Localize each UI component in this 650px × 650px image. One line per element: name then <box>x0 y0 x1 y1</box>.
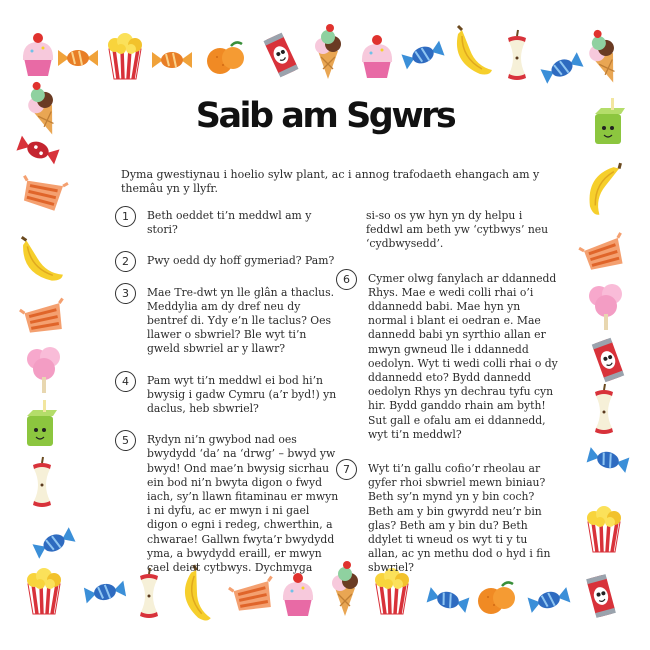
question-text: Pam wyt ti’n meddwl ei bod hi’n bwysig i gadw Cymru (a’r byd!) yn daclus, heb sbwriel? <box>147 373 337 416</box>
apple-core-icon <box>508 30 526 80</box>
banana-icon <box>21 231 64 285</box>
apple-core-icon <box>33 457 51 507</box>
question-text: Wyt ti’n gallu cofio’r rheolau ar gyfer rhoi sbwriel mewn biniau? Beth sy’n mynd yn y bin coch? Beth am y bin gwyrdd neu’r bin glas? Beth am y bin du? Beth ddylet ti wneud os wyt ti y tu allan, ac yn methu dod o hyd i fin sbwriel? <box>368 462 551 575</box>
question-number-1: 1 <box>115 206 136 227</box>
question-number-2: 2 <box>115 251 136 272</box>
wrapped-candy-icon <box>152 52 192 68</box>
soda-can-icon <box>592 338 624 382</box>
question-2 <box>115 254 339 268</box>
question-text: si-so os yw hyn yn dy helpu i feddwl am beth yw ‘cytbwys’ neu ‘cydbwysedd’. <box>366 209 549 251</box>
question-5 <box>115 433 339 575</box>
question-4 <box>115 374 339 417</box>
wrapped-candy-icon <box>401 41 444 70</box>
orange-icon <box>478 582 515 614</box>
question-5-continued <box>336 209 560 252</box>
wrapped-candy-icon <box>84 581 126 604</box>
juice-box-icon <box>27 400 57 446</box>
question-number-3: 3 <box>115 283 136 304</box>
apple-core-icon <box>140 568 158 618</box>
wrapped-candy-icon <box>427 587 470 613</box>
popcorn-icon <box>27 568 61 614</box>
question-6 <box>336 272 560 442</box>
wrapped-candy-icon <box>528 587 571 613</box>
page-title: Saib am Sgwrs <box>195 96 455 136</box>
wrapped-candy-icon <box>16 136 59 165</box>
apple-core-icon <box>595 384 613 434</box>
soda-can-icon <box>586 574 616 618</box>
questions-right-column <box>336 209 560 576</box>
popcorn-icon <box>587 506 621 552</box>
candy-bar-icon <box>18 172 68 212</box>
intro-text: Dyma gwestiynau i hoelio sylw plant, ac i annog trafodaeth ehangach am y themâu yn y llyfr. <box>121 168 540 195</box>
ice-cream-cone-icon <box>582 26 625 87</box>
cupcake-icon <box>283 573 313 616</box>
questions-left-column <box>115 209 339 575</box>
cupcake-icon <box>23 33 53 76</box>
question-3 <box>115 286 339 357</box>
question-1 <box>115 209 339 237</box>
candy-bar-icon <box>19 298 68 335</box>
cotton-candy-icon <box>27 347 60 393</box>
soda-can-icon <box>263 33 298 78</box>
popcorn-icon <box>108 33 142 79</box>
question-text: Mae Tre-dwt yn lle glân a thaclus. Meddylia am dy dref neu dy bentref di. Ydy e’n lle taclus? Oes llawer o sbwriel? Ble wyt ti’n gweld sbwriel ar y llawr? <box>147 285 335 356</box>
orange-icon <box>207 42 244 74</box>
candy-bar-icon <box>228 576 277 613</box>
banana-icon <box>578 162 638 217</box>
wrapped-candy-icon <box>587 447 630 473</box>
candy-bar-icon <box>578 233 628 273</box>
question-number-6: 6 <box>336 269 357 290</box>
cotton-candy-icon <box>589 284 622 330</box>
question-text: Cymer olwg fanylach ar ddannedd Rhys. Mae e wedi colli rhai o’i ddannedd babi. Mae hyn yn normal i blant ei oedran e. Mae dannedd babi yn syrthio allan er mwyn gwneud lle i ddannedd oedolyn. Wyt ti wedi colli rhai o dy ddannedd eto? Bydd dannedd oedolyn Rhys yn dechrau tyfu cyn hir. Bydd ganddo rhain am byth! Sut gall e ofalu am ei ddannedd, wyt ti’n meddwl? <box>368 271 558 441</box>
question-text: Pwy oedd dy hoff gymeriad? Pam? <box>147 254 335 268</box>
wrapped-candy-icon <box>540 52 583 83</box>
question-text: Rydyn ni’n gwybod nad oes bwydydd ‘da’ na ‘drwg’ – bwyd yw bwyd! Ond mae’n bwysig sicrhau ein bod ni’n bwyta digon o fwyd iach, sy’n llawn fitaminau er mwyn i ni dyfu, ac er mwyn i ni gael digon o egni i redeg, chwerthin, a chwarae! Gallwn fwyta’r bwydydd yma, a bwydydd eraill, er mwyn cael deiet cytbwys. Dychmyga <box>147 433 339 575</box>
question-7 <box>336 462 560 576</box>
question-number-5: 5 <box>115 430 136 451</box>
question-number-7: 7 <box>336 459 357 480</box>
ice-cream-cone-icon <box>315 24 341 79</box>
question-number-4: 4 <box>115 371 136 392</box>
banana-icon <box>457 26 492 75</box>
wrapped-candy-icon <box>32 527 75 558</box>
question-text: Beth oeddet ti’n meddwl am y stori? <box>147 209 312 237</box>
cupcake-icon <box>362 35 392 78</box>
wrapped-candy-icon <box>58 50 98 66</box>
